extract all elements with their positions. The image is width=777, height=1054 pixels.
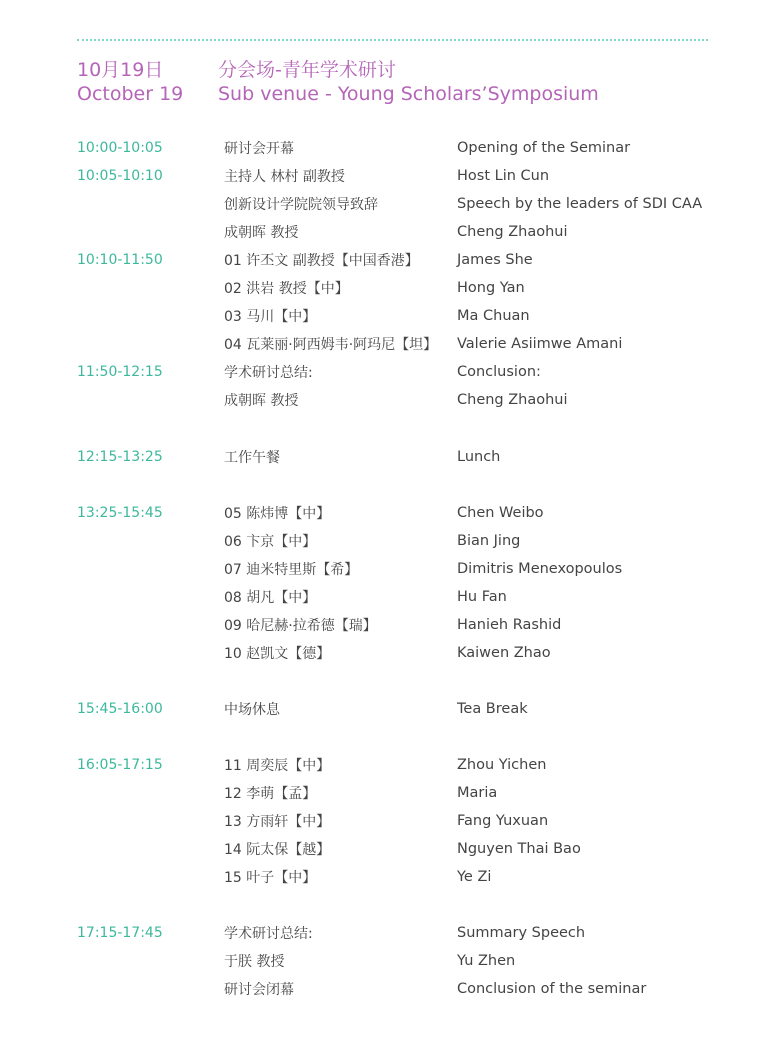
row-english: Chen Weibo — [457, 505, 544, 521]
row-english: Dimitris Menexopoulos — [457, 561, 623, 577]
row-english: Cheng Zhaohui — [457, 392, 568, 408]
row-time: 10:00-10:05 — [77, 140, 163, 156]
row-english: Ye Zi — [457, 869, 492, 885]
schedule-row — [77, 190, 767, 218]
row-english: Speech by the leaders of SDI CAA — [457, 196, 703, 212]
row-time: 10:05-10:10 — [77, 168, 163, 184]
schedule-row — [77, 919, 767, 947]
row-english: Hong Yan — [457, 280, 525, 296]
row-chinese: 15 叶子【中】 — [224, 870, 317, 886]
row-english: Kaiwen Zhao — [457, 645, 551, 661]
dotted-divider — [77, 39, 708, 41]
schedule-block-morning — [77, 134, 767, 414]
row-chinese: 主持人 林村 副教授 — [224, 169, 345, 185]
row-english: Hu Fan — [457, 589, 507, 605]
schedule-row — [77, 695, 767, 723]
schedule-row — [77, 583, 767, 611]
schedule-row — [77, 386, 767, 414]
row-chinese: 01 许丕文 副教授【中国香港】 — [224, 253, 419, 269]
schedule-table — [77, 134, 767, 1003]
row-chinese: 07 迪米特里斯【希】 — [224, 562, 359, 578]
row-time: 15:45-16:00 — [77, 701, 163, 717]
schedule-row — [77, 947, 767, 975]
schedule-row — [77, 218, 767, 246]
schedule-block-afternoon-2 — [77, 751, 767, 891]
row-english: Bian Jing — [457, 533, 521, 549]
row-english: Lunch — [457, 449, 501, 465]
schedule-row — [77, 779, 767, 807]
row-chinese: 11 周奕辰【中】 — [224, 758, 331, 774]
row-chinese: 14 阮太保【越】 — [224, 842, 331, 858]
row-english: Conclusion of the seminar — [457, 981, 647, 997]
schedule-row — [77, 162, 767, 190]
row-english: Cheng Zhaohui — [457, 224, 568, 240]
schedule-row — [77, 443, 767, 471]
row-chinese: 10 赵凯文【德】 — [224, 646, 331, 662]
schedule-block-lunch — [77, 443, 767, 471]
row-english: Ma Chuan — [457, 308, 530, 324]
row-chinese: 成朝晖 教授 — [224, 393, 299, 409]
header-line-en — [77, 81, 757, 107]
row-chinese: 09 哈尼赫·拉希德【瑞】 — [224, 618, 377, 634]
row-time: 16:05-17:15 — [77, 757, 163, 773]
row-chinese: 研讨会开幕 — [224, 141, 294, 157]
row-english: Hanieh Rashid — [457, 617, 562, 633]
row-time: 13:25-15:45 — [77, 505, 163, 521]
row-english: Yu Zhen — [457, 953, 516, 969]
row-english: Valerie Asiimwe Amani — [457, 336, 623, 352]
row-chinese: 学术研讨总结: — [224, 926, 313, 942]
row-chinese: 于朕 教授 — [224, 954, 285, 970]
row-time: 11:50-12:15 — [77, 364, 163, 380]
row-english: Host Lin Cun — [457, 168, 550, 184]
row-english: Opening of the Seminar — [457, 140, 631, 156]
row-chinese: 05 陈炜博【中】 — [224, 506, 331, 522]
schedule-row — [77, 611, 767, 639]
header-line-cn — [77, 55, 757, 81]
schedule-row — [77, 302, 767, 330]
row-chinese: 03 马川【中】 — [224, 309, 317, 325]
schedule-row — [77, 246, 767, 274]
row-time: 17:15-17:45 — [77, 925, 163, 941]
schedule-row — [77, 975, 767, 1003]
schedule-row — [77, 134, 767, 162]
schedule-row — [77, 863, 767, 891]
row-chinese: 12 李萌【孟】 — [224, 786, 317, 802]
row-chinese: 成朝晖 教授 — [224, 225, 299, 241]
row-english: James She — [457, 252, 533, 268]
row-chinese: 创新设计学院院领导致辞 — [224, 197, 378, 213]
schedule-row — [77, 807, 767, 835]
row-chinese: 08 胡凡【中】 — [224, 590, 317, 606]
row-chinese: 研讨会闭幕 — [224, 982, 294, 998]
row-english: Fang Yuxuan — [457, 813, 549, 829]
row-time: 10:10-11:50 — [77, 252, 163, 268]
row-chinese: 13 方雨轩【中】 — [224, 814, 331, 830]
row-english: Maria — [457, 785, 498, 801]
header-title-cn: 分会场-青年学术研讨 — [218, 58, 396, 81]
schedule-row — [77, 639, 767, 667]
row-chinese: 工作午餐 — [224, 450, 280, 466]
row-english: Conclusion: — [457, 364, 541, 380]
row-english: Summary Speech — [457, 925, 586, 941]
schedule-block-afternoon-1 — [77, 499, 767, 667]
page-header — [77, 55, 757, 107]
row-chinese: 学术研讨总结: — [224, 365, 313, 381]
schedule-row — [77, 527, 767, 555]
row-english: Nguyen Thai Bao — [457, 841, 581, 857]
schedule-row — [77, 751, 767, 779]
schedule-row — [77, 358, 767, 386]
schedule-block-tea-break — [77, 695, 767, 723]
row-chinese: 06 卞京【中】 — [224, 534, 317, 550]
row-english: Tea Break — [457, 701, 528, 717]
header-title-en: Sub venue - Young Scholars’Symposium — [218, 83, 599, 105]
schedule-row — [77, 835, 767, 863]
header-date-en: October 19 — [77, 83, 184, 105]
schedule-block-closing — [77, 919, 767, 1003]
row-chinese: 中场休息 — [224, 702, 280, 718]
header-date-cn: 10月19日 — [77, 58, 164, 81]
row-chinese: 04 瓦莱丽·阿西姆韦·阿玛尼【坦】 — [224, 337, 438, 353]
schedule-row — [77, 330, 767, 358]
row-english: Zhou Yichen — [457, 757, 547, 773]
schedule-row — [77, 555, 767, 583]
schedule-row — [77, 274, 767, 302]
row-time: 12:15-13:25 — [77, 449, 163, 465]
row-chinese: 02 洪岩 教授【中】 — [224, 281, 349, 297]
schedule-row — [77, 499, 767, 527]
